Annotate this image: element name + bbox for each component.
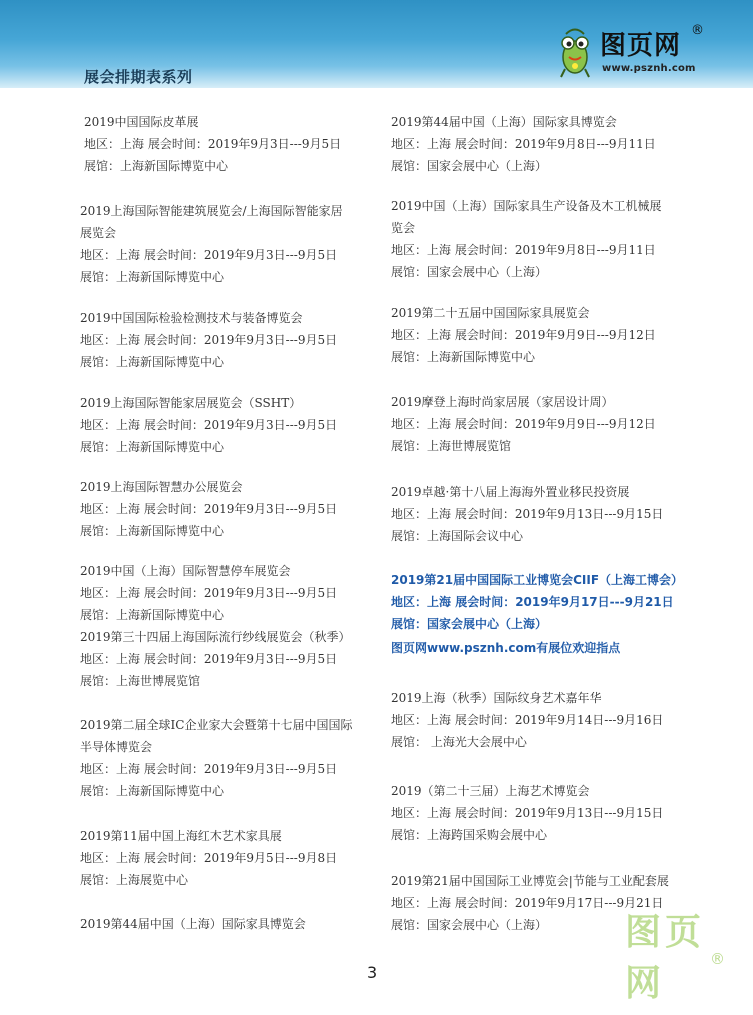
exhibition-region: 地区：上海	[80, 586, 141, 600]
exhibition-entry	[391, 780, 663, 846]
exhibition-region: 地区：上海	[80, 851, 141, 865]
exhibition-entry	[80, 476, 337, 542]
exhibition-time: 展会时间：2019年9月3日---9月5日	[143, 333, 338, 347]
exhibition-time: 展会时间：2019年9月3日---9月5日	[143, 762, 338, 776]
exhibition-title: 2019第二届全球IC企业家大会暨第十七届中国国际半导体博览会	[80, 718, 353, 754]
exhibition-time: 展会时间：2019年9月3日---9月5日	[143, 418, 338, 432]
exhibition-entry	[391, 391, 656, 457]
exhibition-venue: 展馆：上海跨国采购会展中心	[391, 828, 548, 842]
exhibition-time: 展会时间：2019年9月8日---9月11日	[454, 243, 656, 257]
series-title: 展会排期表系列	[84, 68, 193, 86]
exhibition-venue: 展馆：国家会展中心（上海）	[391, 265, 548, 279]
exhibition-title: 2019中国（上海）国际智慧停车展览会	[80, 564, 291, 578]
exhibition-title: 2019第21届中国国际工业博览会|节能与工业配套展	[391, 874, 669, 888]
exhibition-time: 展会时间：2019年9月3日---9月5日	[147, 137, 342, 151]
exhibition-region: 地区：上海	[391, 507, 452, 521]
featured-note: 图页网www.psznh.com有展位欢迎指点	[391, 641, 621, 655]
exhibition-region: 地区：上海	[391, 713, 452, 727]
exhibition-title: 2019第三十四届上海国际流行纱线展览会（秋季）	[80, 630, 351, 644]
exhibition-venue: 展馆：上海新国际博览中心	[80, 608, 225, 622]
exhibition-title: 2019中国（上海）国际家具生产设备及木工机械展览会	[391, 199, 662, 235]
logo-url: www.psznh.com	[602, 63, 696, 74]
exhibition-title: 2019摩登上海时尚家居展（家居设计周）	[391, 395, 614, 409]
exhibition-venue: 展馆：上海国际会议中心	[391, 529, 524, 543]
exhibition-title: 2019上海国际智慧办公展览会	[80, 480, 243, 494]
exhibition-region: 地区：上海	[80, 762, 141, 776]
exhibition-time: 展会时间：2019年9月13日---9月15日	[454, 806, 664, 820]
exhibition-time: 展会时间：2019年9月3日---9月5日	[143, 248, 338, 262]
exhibition-region: 地区：上海	[391, 137, 452, 151]
exhibition-venue: 展馆： 上海光大会展中心	[391, 735, 527, 749]
exhibition-time: 展会时间：2019年9月5日---9月8日	[143, 851, 338, 865]
exhibition-region: 地区：上海	[391, 243, 452, 257]
exhibition-title: 2019上海国际智能建筑展览会/上海国际智能家居展览会	[80, 204, 343, 240]
exhibition-region: 地区：上海	[391, 806, 452, 820]
exhibition-venue: 展馆：国家会展中心（上海）	[391, 918, 548, 932]
exhibition-venue: 展馆：上海新国际博览中心	[80, 440, 225, 454]
exhibition-entry	[84, 111, 341, 177]
mascot-icon	[554, 23, 596, 79]
featured-venue: 展馆：国家会展中心（上海）	[391, 617, 548, 631]
exhibition-region: 地区：上海	[80, 652, 141, 666]
exhibition-entry	[80, 392, 337, 458]
exhibition-venue: 展馆：上海新国际博览中心	[80, 270, 225, 284]
exhibition-entry	[80, 200, 354, 288]
exhibition-entry	[391, 687, 663, 753]
logo-registered-mark: ®	[691, 23, 704, 38]
exhibition-region: 地区：上海	[80, 333, 141, 347]
exhibition-title: 2019第二十五届中国国际家具展览会	[391, 306, 590, 320]
exhibition-entry	[80, 913, 306, 935]
exhibition-title: 2019第11届中国上海红木艺术家具展	[80, 829, 282, 843]
exhibition-time: 展会时间：2019年9月14日---9月16日	[454, 713, 664, 727]
exhibition-venue: 展馆：上海展览中心	[80, 873, 189, 887]
watermark-registered-mark: ®	[710, 950, 725, 968]
exhibition-time: 展会时间：2019年9月9日---9月12日	[454, 417, 656, 431]
exhibition-entry	[80, 714, 354, 802]
exhibition-entry	[391, 195, 665, 283]
watermark-logo	[625, 912, 743, 1006]
exhibition-entry	[391, 302, 656, 368]
exhibition-region: 地区：上海	[80, 418, 141, 432]
exhibition-title: 2019中国国际检验检测技术与装备博览会	[80, 311, 303, 325]
exhibition-region: 地区：上海	[80, 502, 141, 516]
exhibition-venue: 展馆：上海世博展览馆	[391, 439, 512, 453]
featured-exhibition	[391, 569, 683, 659]
exhibition-time: 展会时间：2019年9月13日---9月15日	[454, 507, 664, 521]
featured-time: 展会时间：2019年9月17日---9月21日	[455, 595, 674, 609]
exhibition-venue: 展馆：上海新国际博览中心	[80, 355, 225, 369]
exhibition-venue: 展馆：上海新国际博览中心	[80, 524, 225, 538]
featured-region: 地区：上海	[391, 595, 452, 609]
exhibition-region: 地区：上海	[391, 328, 452, 342]
exhibition-region: 地区：上海	[391, 896, 452, 910]
exhibition-venue: 展馆：上海新国际博览中心	[80, 784, 225, 798]
exhibition-venue: 展馆：国家会展中心（上海）	[391, 159, 548, 173]
exhibition-entry	[80, 560, 337, 626]
exhibition-time: 展会时间：2019年9月17日---9月21日	[454, 896, 664, 910]
exhibition-title: 2019卓越·第十八届上海海外置业移民投资展	[391, 485, 630, 499]
exhibition-time: 展会时间：2019年9月3日---9月5日	[143, 652, 338, 666]
exhibition-entry	[80, 626, 351, 692]
exhibition-time: 展会时间：2019年9月9日---9月12日	[454, 328, 656, 342]
watermark-text: 图页网	[625, 912, 706, 1004]
exhibition-entry	[80, 825, 337, 891]
logo-name: 图页网	[600, 31, 682, 61]
exhibition-venue: 展馆：上海新国际博览中心	[84, 159, 229, 173]
exhibition-entry	[80, 307, 337, 373]
exhibition-venue: 展馆：上海世博展览馆	[80, 674, 201, 688]
exhibition-venue: 展馆：上海新国际博览中心	[391, 350, 536, 364]
exhibition-title: 2019上海国际智能家居展览会（SSHT）	[80, 396, 302, 410]
exhibition-title: 2019第44届中国（上海）国际家具博览会	[391, 115, 617, 129]
site-logo	[554, 23, 722, 81]
exhibition-region: 地区：上海	[391, 417, 452, 431]
exhibition-title: 2019上海（秋季）国际纹身艺术嘉年华	[391, 691, 602, 705]
exhibition-region: 地区：上海	[80, 248, 141, 262]
exhibition-title: 2019（第二十三届）上海艺术博览会	[391, 784, 590, 798]
page-header	[0, 0, 753, 88]
exhibition-region: 地区：上海	[84, 137, 145, 151]
exhibition-title: 2019第44届中国（上海）国际家具博览会	[80, 917, 306, 931]
exhibition-entry	[391, 481, 663, 547]
exhibition-time: 展会时间：2019年9月8日---9月11日	[454, 137, 656, 151]
exhibition-time: 展会时间：2019年9月3日---9月5日	[143, 502, 338, 516]
featured-title: 2019第21届中国国际工业博览会CIIF（上海工博会）	[391, 573, 684, 587]
exhibition-entry	[391, 111, 656, 177]
page-number: 3	[367, 963, 378, 982]
exhibition-title: 2019中国国际皮革展	[84, 115, 199, 129]
exhibition-time: 展会时间：2019年9月3日---9月5日	[143, 586, 338, 600]
